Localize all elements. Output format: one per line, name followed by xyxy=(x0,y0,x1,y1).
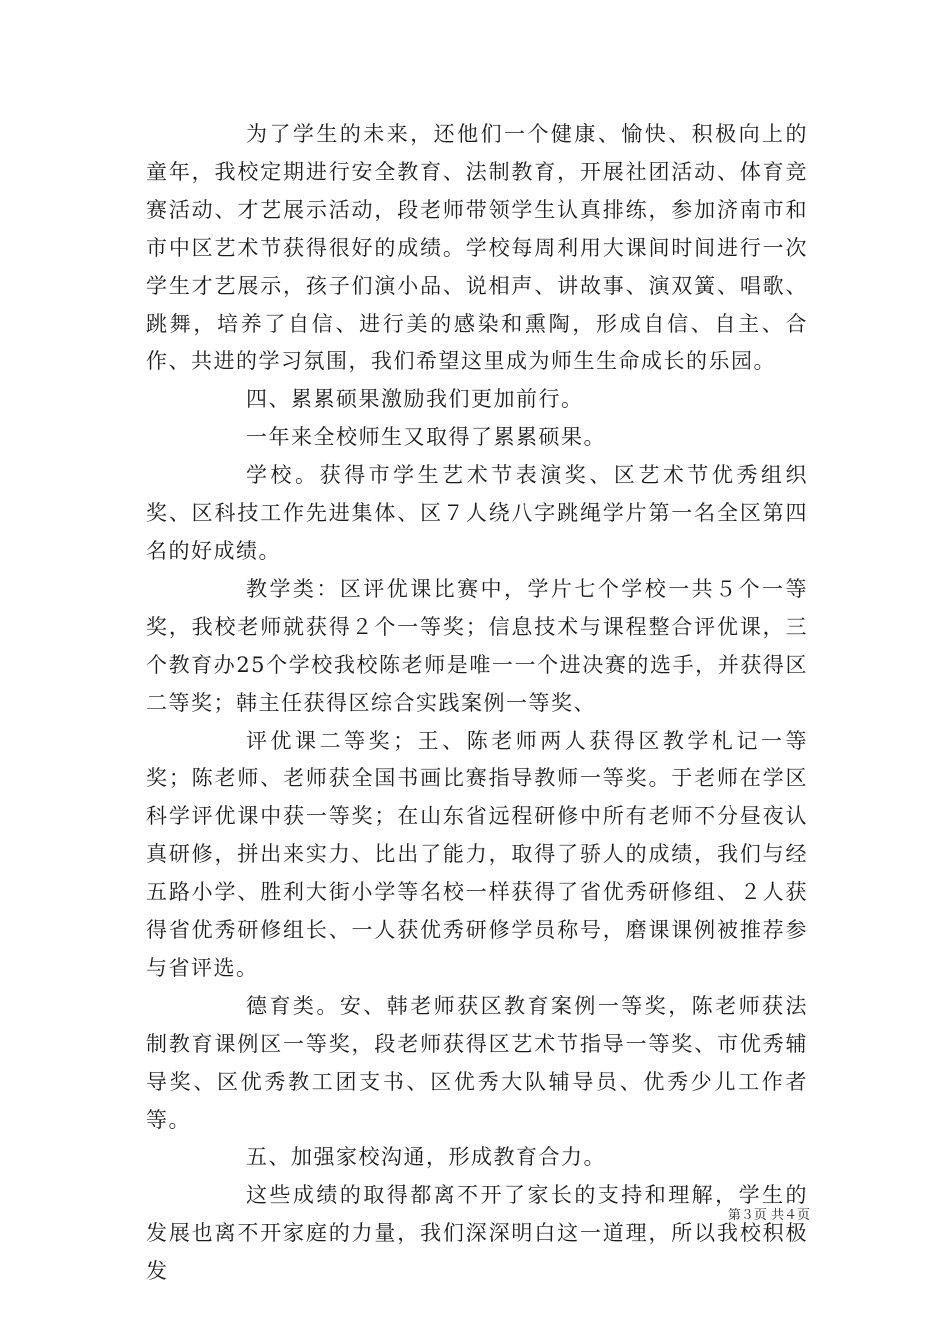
paragraph-student-activities: 为了学生的未来，还他们一个健康、愉快、积极向上的童年，我校定期进行安全教育、法制教育，开展社团活动、体育竞赛活动、才艺展示活动，段老师带领学生认真排练，参加济南市和市中区艺术节获得很好的成绩。学校每周利用大课间时间进行一次学生才艺展示，孩子们演小品、说相声、讲故事、演双簧、唱歌、跳舞，培养了自信、进行美的感染和熏陶，形成自信、自主、合作、共进的学习氛围，我们希望这里成为师生生命成长的乐园。 xyxy=(146,122,808,374)
body-text xyxy=(146,116,808,1291)
paragraph-teaching-awards-continued: 评优课二等奖；王、陈老师两人获得区教学札记一等奖；陈老师、老师获全国书画比赛指导教师一等奖。于老师在学区科学评优课中获一等奖；在山东省远程研修中所有老师不分昼夜认真研修，拼出来实力、比出了能力，取得了骄人的成绩，我们与经五路小学、胜利大街小学等名校一样获得了省优秀研修组、２人获得省优秀研修组长、一人获优秀研修学员称号，磨课课例被推荐参与省评选。 xyxy=(146,728,808,980)
paragraph-school-awards: 学校。获得市学生艺术节表演奖、区艺术节优秀组织奖、区科技工作先进集体、区７人绕八字跳绳学片第一名全区第四名的好成绩。 xyxy=(146,463,808,563)
paragraph-home-school: 这些成绩的取得都离不开了家长的支持和理解，学生的发展也离不开家庭的力量，我们深深明白这一道理，所以我校积极发 xyxy=(146,1183,808,1284)
page-number-footer: 第３页 共４页 xyxy=(727,1208,810,1223)
paragraph-moral-education-awards: 德育类。安、韩老师获区教育案例一等奖，陈老师获法制教育课例区一等奖，段老师获得区艺术节指导一等奖、市优秀辅导奖、区优秀教工团支书、区优秀大队辅导员、优秀少儿工作者等。 xyxy=(146,993,808,1132)
section-heading-home-school: 五、加强家校沟通，形成教育合力。 xyxy=(246,1145,606,1170)
paragraph-achievements-intro: 一年来全校师生又取得了累累硕果。 xyxy=(246,425,606,450)
paragraph-teaching-awards: 教学类：区评优课比赛中，学片七个学校一共５个一等奖，我校老师就获得２个一等奖；信息技术与课程整合评优课，三个教育办25个学校我校陈老师是唯一一个进决赛的选手，并获得区二等奖；韩主任获得区综合实践案例一等奖、 xyxy=(146,576,808,715)
section-heading-achievements: 四、累累硕果激励我们更加前行。 xyxy=(246,387,584,412)
